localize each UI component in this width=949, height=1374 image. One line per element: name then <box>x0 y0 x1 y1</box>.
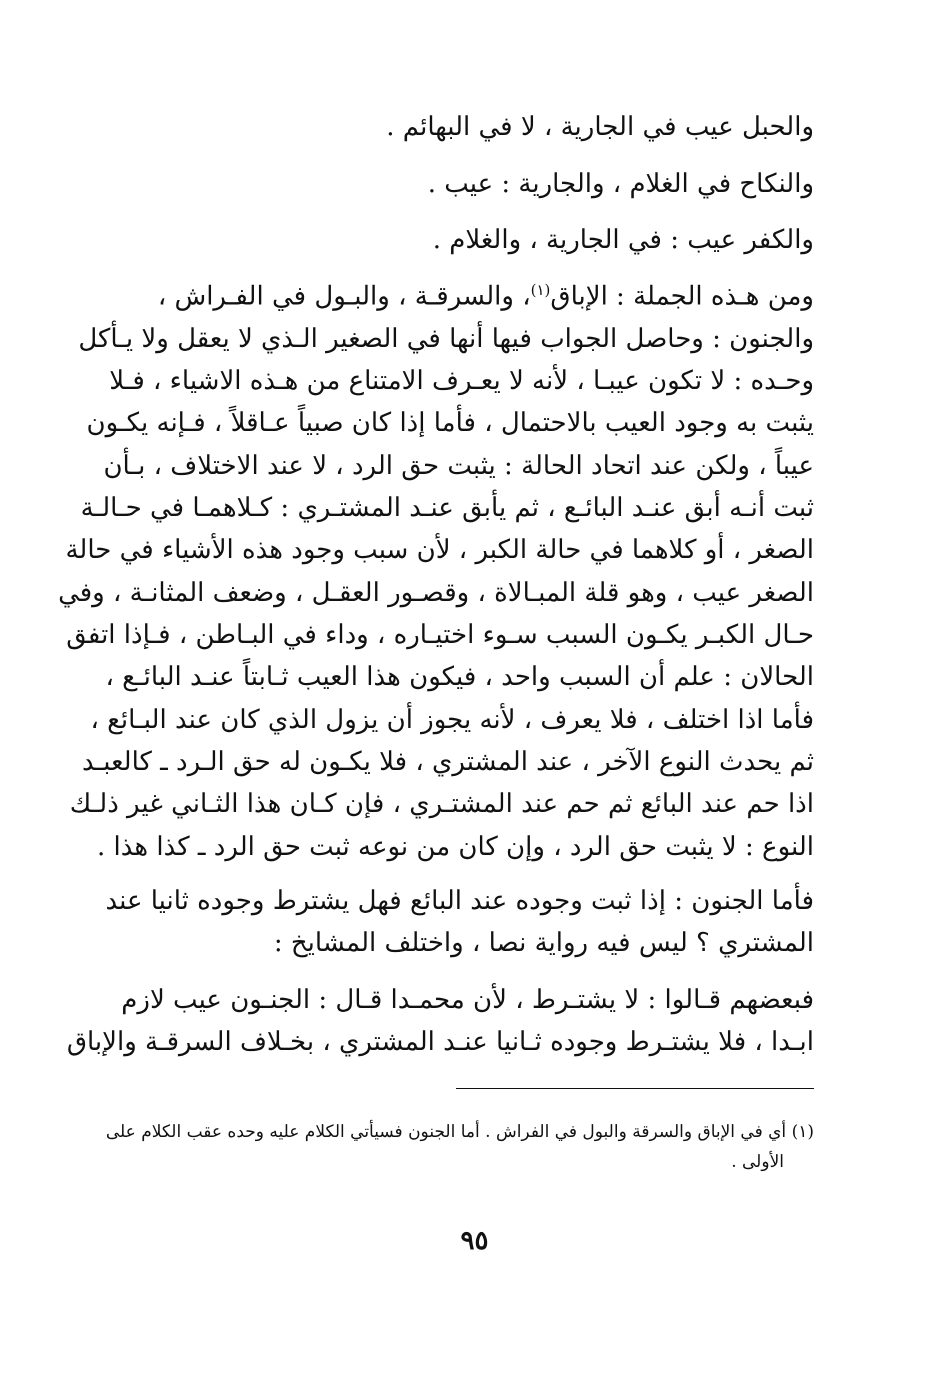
text-line-3: والكفر عيب : في الجارية ، والغلام . <box>432 225 814 255</box>
text-line-7: يثبت به وجود العيب بالاحتمال ، فأما إذا كان صبياً عـاقلاً ، فـإنه يكـون <box>86 408 814 438</box>
text-line-1: والحبل عيب في الجارية ، لا في البهائم . <box>386 112 814 142</box>
text-line-12: حـال الكبـر يكـون السبب سـوء اختيـاره ، وداء في البـاطن ، فـإذا اتفق <box>66 620 814 650</box>
text-line-17: النوع : لا يثبت حق الرد ، وإن كان من نوعه ثبت حق الرد ـ كذا هذا . <box>97 832 814 862</box>
text-line-5: والجنون : وحاصل الجواب فيها أنها في الصغير الـذي لا يعقل ولا يـأكل <box>78 324 814 354</box>
text-line-6: وحـده : لا تكون عيبـا ، لأنه لا يعـرف الامتناع من هـذه الاشياء ، فـلا <box>109 366 814 396</box>
text-line-11: الصغر عيب ، وهو قلة المبـالاة ، وقصـور العقـل ، وضعف المثانـة ، وفي <box>58 578 814 608</box>
footnote-ref: (١) <box>530 281 551 299</box>
text-line-4-end: ، والسرقـة ، والبـول في الفـراش ، <box>157 281 531 312</box>
text-line-2: والنكاح في الغلام ، والجارية : عيب . <box>427 169 814 199</box>
text-line-4-start: ومن هـذه الجملة : الإباق <box>550 281 814 312</box>
text-line-4 <box>157 281 814 313</box>
text-line-20: فبعضهم قـالوا : لا يشتـرط ، لأن محمـدا قـال : الجنـون عيب لازم <box>121 985 814 1015</box>
footnote-line-2: الأولى . <box>731 1152 784 1172</box>
text-line-8: عيباً ، ولكن عند اتحاد الحالة : يثبت حق الرد ، لا عند الاختلاف ، بـأن <box>103 451 814 481</box>
footnote-text-1: أي في الإباق والسرقة والبول في الفراش . أما الجنون فسيأتي الكلام عليه وحده عقب الكلام على <box>105 1122 787 1142</box>
footnote-marker: (١) <box>791 1122 814 1142</box>
page-number: ٩٥ <box>460 1226 489 1256</box>
text-line-10: الصغر ، أو كلاهما في حالة الكبر ، لأن سبب وجود هذه الأشياء في حالة <box>65 535 814 565</box>
text-line-9: ثبت أنـه أبق عنـد البائـع ، ثم يأبق عنـد المشتـري : كـلاهمـا في حـالـة <box>80 493 814 523</box>
text-line-16: اذا حم عند البائع ثم حم عند المشتـري ، فإن كـان هذا الثـاني غير ذلـك <box>69 789 814 819</box>
text-line-15: ثم يحدث النوع الآخر ، عند المشتري ، فلا يكـون له حق الـرد ـ كالعبـد <box>82 747 814 777</box>
text-line-19: المشتري ؟ ليس فيه رواية نصا ، واختلف المشايخ : <box>273 928 814 958</box>
text-line-21: ابـدا ، فلا يشتـرط وجوده ثـانيا عنـد المشتري ، بخـلاف السرقـة والإباق <box>66 1027 814 1057</box>
text-line-14: فأما اذا اختلف ، فلا يعرف ، لأنه يجوز أن يزول الذي كان عند البـائع ، <box>90 705 814 735</box>
text-line-18: فأما الجنون : إذا ثبت وجوده عند البائع فهل يشترط وجوده ثانيا عند <box>105 886 814 916</box>
footnote-line-1 <box>105 1122 814 1142</box>
footnote-separator <box>456 1088 814 1089</box>
text-line-13: الحالان : علم أن السبب واحد ، فيكون هذا العيب ثـابتاً عنـد البائـع ، <box>105 662 814 692</box>
